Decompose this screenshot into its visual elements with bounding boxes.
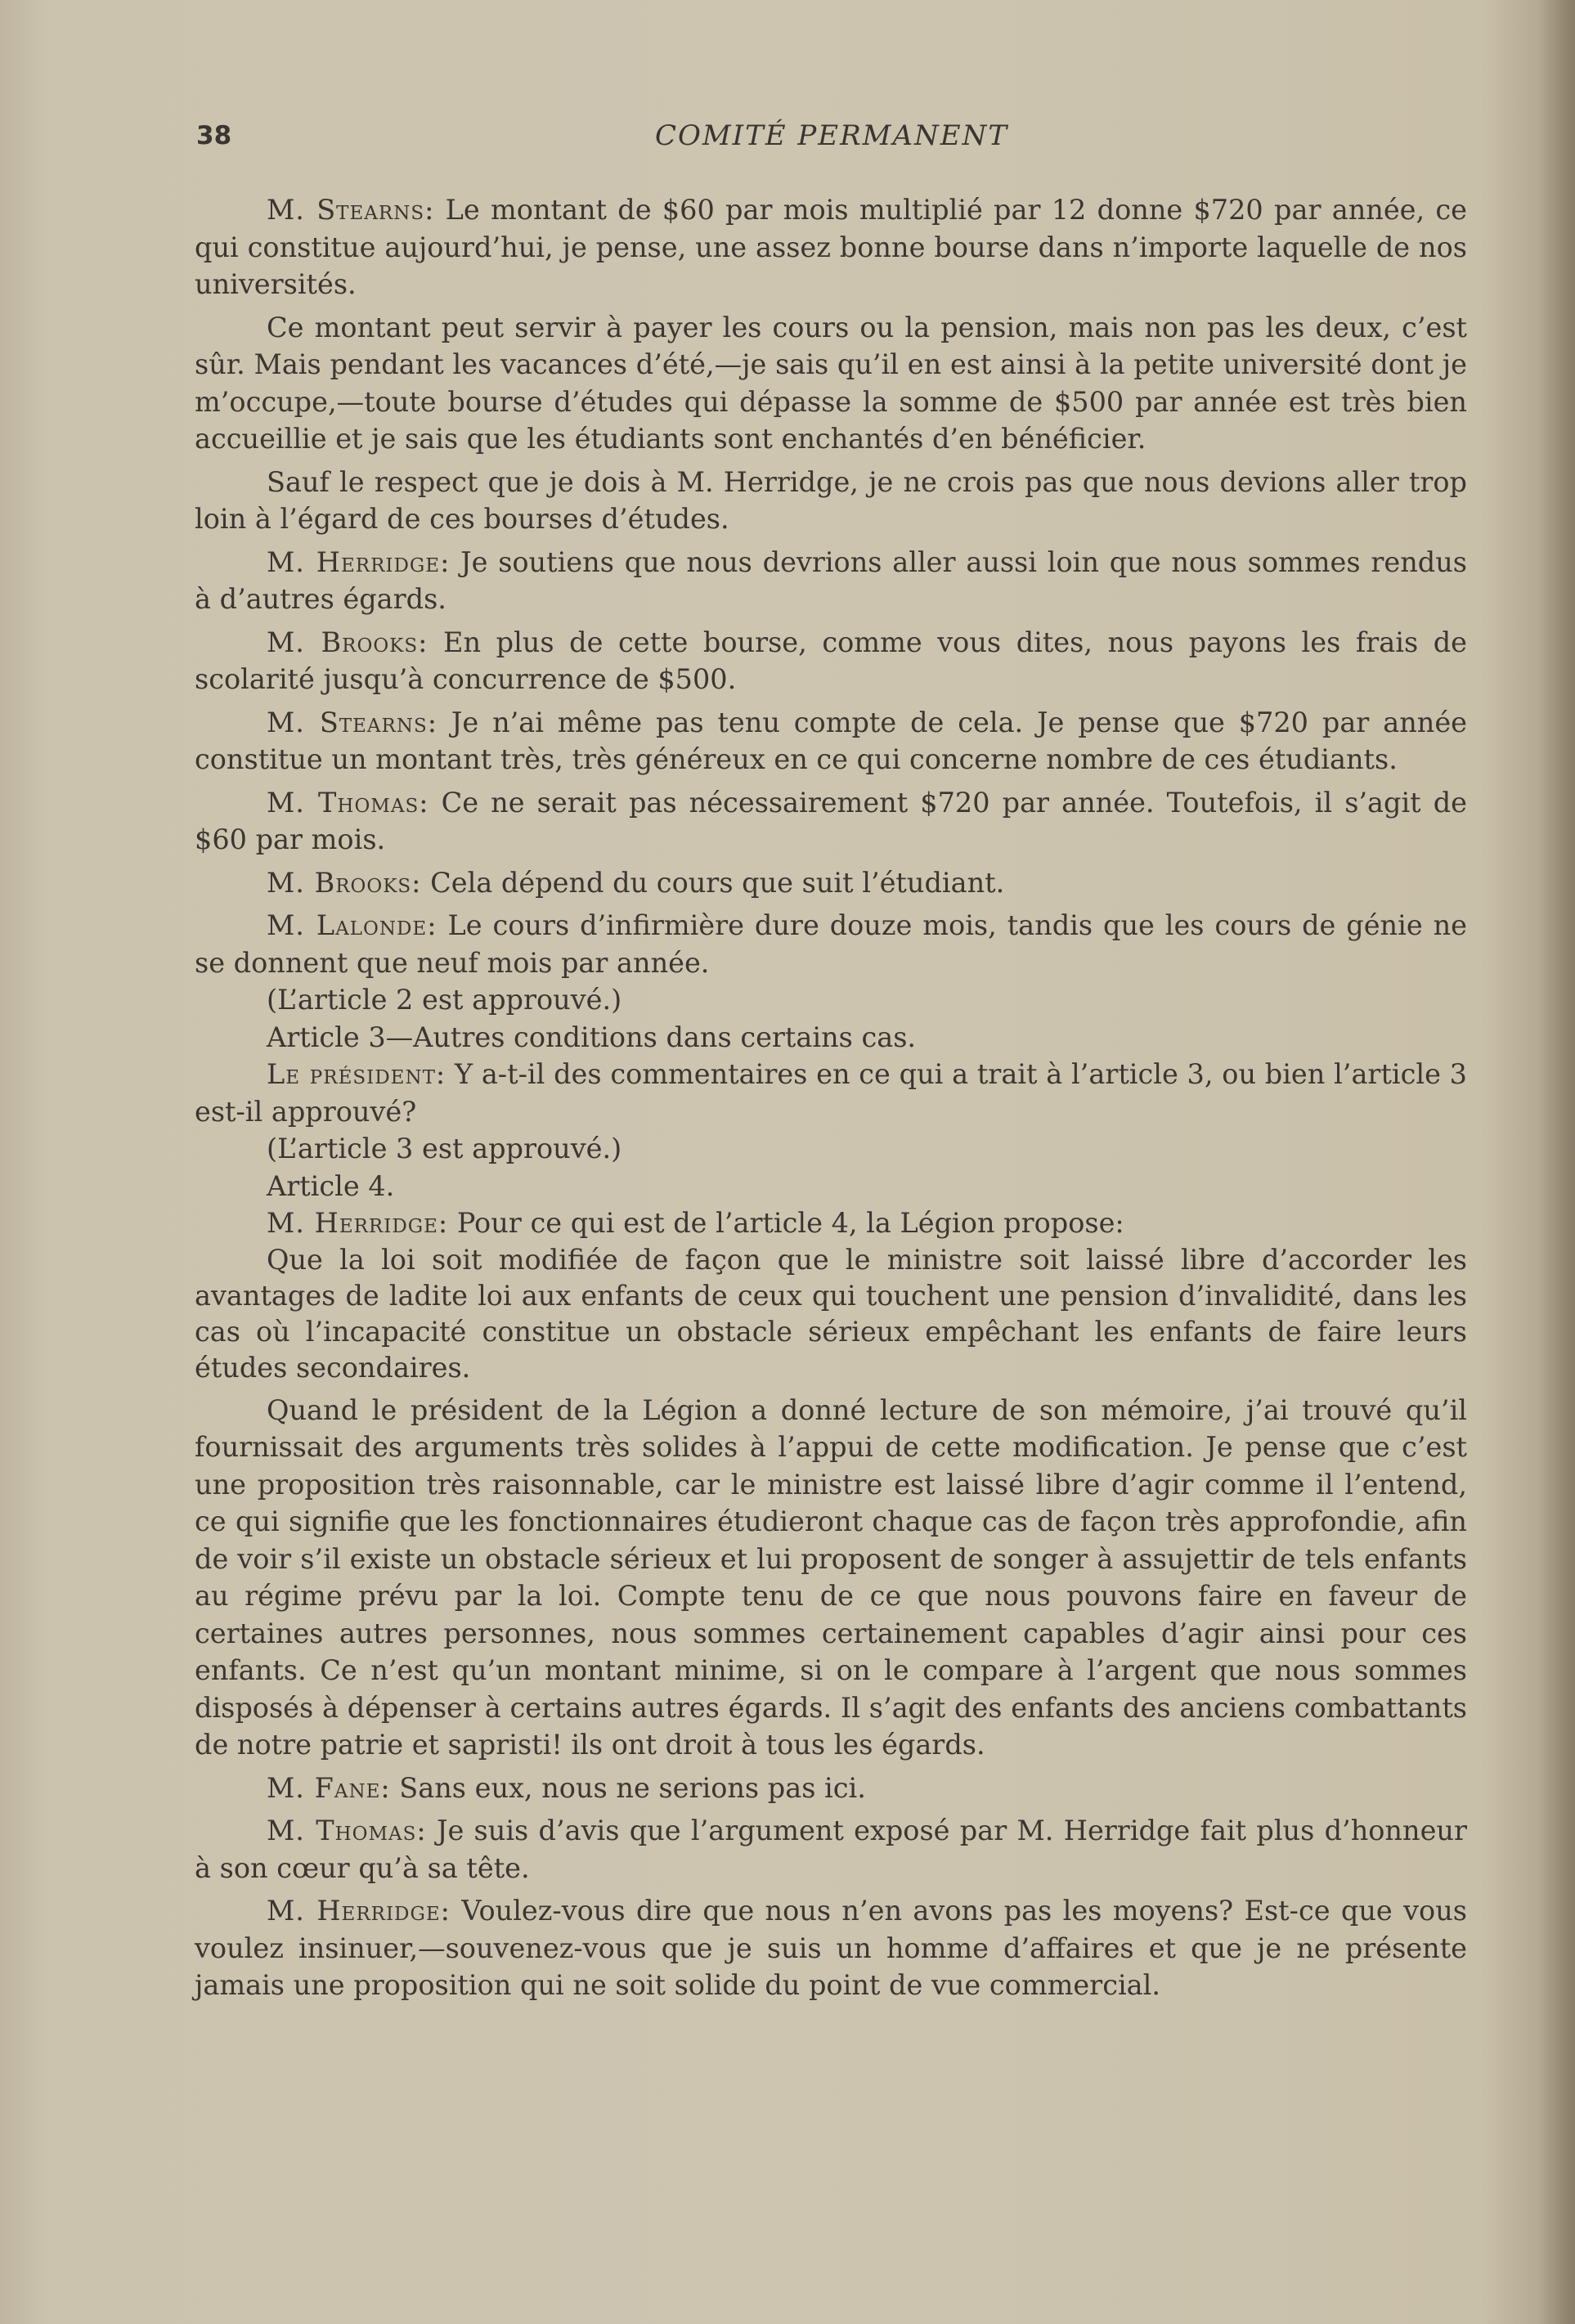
paragraph: [195, 864, 1467, 902]
running-head: COMITÉ PERMANENT: [654, 119, 1009, 152]
paragraph: [195, 907, 1467, 981]
speaker-name: M. Brooks:: [267, 866, 422, 899]
paragraph: [195, 1205, 1467, 1242]
procedural-note-text: (L’article 3 est approuvé.): [267, 1133, 622, 1164]
book-spine-shadow: [1537, 0, 1575, 2324]
page-header: [196, 118, 1467, 159]
speaker-name: M. Herridge:: [267, 1207, 449, 1239]
block-quote: [195, 1242, 1467, 1386]
paragraph-text: Je n’ai même pas tenu compte de cela. Je pense que $720 par année constitue un montant très, très généreux en ce qui concerne nombre de ces étudiants.: [195, 706, 1467, 775]
procedural-note: [195, 981, 1467, 1019]
speaker-name: M. Thomas:: [267, 786, 429, 819]
paragraph: [195, 1892, 1467, 2004]
article-heading: [195, 1168, 1467, 1205]
paragraph: [195, 1056, 1467, 1130]
paragraph-text: Voulez-vous dire que nous n’en avons pas les moyens? Est-ce que vous voulez insinuer,—souvenez-vous que je suis un homme d’affaires et que je ne présente jamais une proposition qui ne soit solide du point de vue commercial.: [195, 1895, 1467, 2001]
article-heading: [195, 1019, 1467, 1057]
paragraph-text: Sauf le respect que je dois à M. Herridge, je ne crois pas que nous devions aller trop loin à l’égard de ces bourses d’études.: [195, 465, 1467, 535]
paragraph-text: Je suis d’avis que l’argument exposé par M. Herridge fait plus d’honneur à son cœur qu’à sa tête.: [195, 1815, 1468, 1884]
speaker-name: Le président:: [267, 1058, 446, 1090]
paragraph-text: En plus de cette bourse, comme vous dites, nous payons les frais de scolarité jusqu’à concurrence de $500.: [195, 626, 1467, 695]
paragraph: [195, 784, 1467, 859]
paragraph: [195, 464, 1467, 538]
paragraph-text: Pour ce qui est de l’article 4, la Légion propose:: [448, 1207, 1124, 1239]
procedural-note-text: (L’article 2 est approuvé.): [267, 984, 622, 1016]
speaker-name: M. Lalonde:: [267, 909, 438, 941]
paragraph-text: Ce ne serait pas nécessairement $720 par année. Toutefois, il s’agit de $60 par mois.: [195, 786, 1468, 855]
speaker-name: M. Stearns:: [267, 194, 435, 226]
paragraph-text: Quand le président de la Légion a donné lecture de son mémoire, j’ai trouvé qu’il fournissait des arguments très solides à l’appui de cette modification. Je pense que c’est une proposition très raisonnable, car le ministre est laissé libre d’agir comme il l’entend, ce qui signifie que les fonctionnaires étudieront chaque cas de façon très approfondie, afin de voir s’il existe un obstacle sérieux et lui proposent de songer à assujettir de tels enfants au régime prévu par la loi. Compte tenu de ce que nous pouvons faire en faveur de certaines autres personnes, nous sommes certainement capables d’agir ainsi pour ces enfants. Ce n’est qu’un montant minime, si on le compare à l’argent que nous sommes disposés à dépenser à certains autres égards. Il s’agit des enfants des anciens combattants de notre patrie et sapristi! ils ont droit à tous les égards.: [195, 1393, 1467, 1761]
paragraph-text: Le montant de $60 par mois multiplié par 12 donne $720 par année, ce qui constitue aujourd’hui, je pense, une assez bonne bourse dans n’importe laquelle de nos universités.: [195, 194, 1468, 300]
block-quote-text: Que la loi soit modifiée de façon que le ministre soit laissé libre d’accorder les avantages de ladite loi aux enfants de ceux qui touchent une pension d’invalidité, dans les cas où l’incapacité constitue un obstacle sérieux empêchant les enfants de faire leurs études secondaires.: [195, 1243, 1467, 1384]
paragraph: [195, 624, 1467, 698]
speaker-name: M. Stearns:: [267, 706, 438, 738]
article-heading-text: Article 3—Autres conditions dans certains cas.: [267, 1021, 917, 1053]
paragraph-text: Sans eux, nous ne serions pas ici.: [390, 1771, 866, 1804]
paragraph: [195, 1392, 1467, 1764]
paragraph: [195, 309, 1467, 458]
speaker-name: M. Thomas:: [267, 1815, 427, 1846]
paragraph-text: Ce montant peut servir à payer les cours ou la pension, mais non pas les deux, c’est sûr. Mais pendant les vacances d’été,—je sais qu’il en est ainsi à la petite université dont je m’occupe,—toute bourse d’études qui dépasse la somme de $500 par année est très bien accueillie et je sais que les étudiants sont enchantés d’en bénéficier.: [195, 311, 1467, 455]
paragraph: [195, 1812, 1467, 1887]
procedural-note: [195, 1130, 1467, 1168]
page-number: 38: [196, 121, 232, 150]
paragraph-text: Je soutiens que nous devrions aller aussi loin que nous sommes rendus à d’autres égards.: [195, 545, 1467, 615]
body-text: [195, 191, 1467, 2010]
paragraph: [195, 1770, 1467, 1807]
paragraph: [195, 544, 1467, 618]
speaker-name: M. Herridge:: [267, 545, 451, 578]
speaker-name: M. Fane:: [267, 1771, 391, 1804]
speaker-name: M. Herridge:: [267, 1895, 451, 1927]
speaker-name: M. Brooks:: [267, 626, 429, 658]
article-heading-text: Article 4.: [267, 1169, 395, 1202]
paragraph-text: Y a-t-il des commentaires en ce qui a trait à l’article 3, ou bien l’article 3 est-il approuvé?: [195, 1058, 1467, 1128]
paragraph-text: Cela dépend du cours que suit l’étudiant.: [421, 866, 1005, 899]
paragraph: [195, 704, 1467, 778]
paragraph: [195, 191, 1467, 303]
paragraph-text: Le cours d’infirmière dure douze mois, tandis que les cours de génie ne se donnent que neuf mois par année.: [195, 909, 1467, 979]
